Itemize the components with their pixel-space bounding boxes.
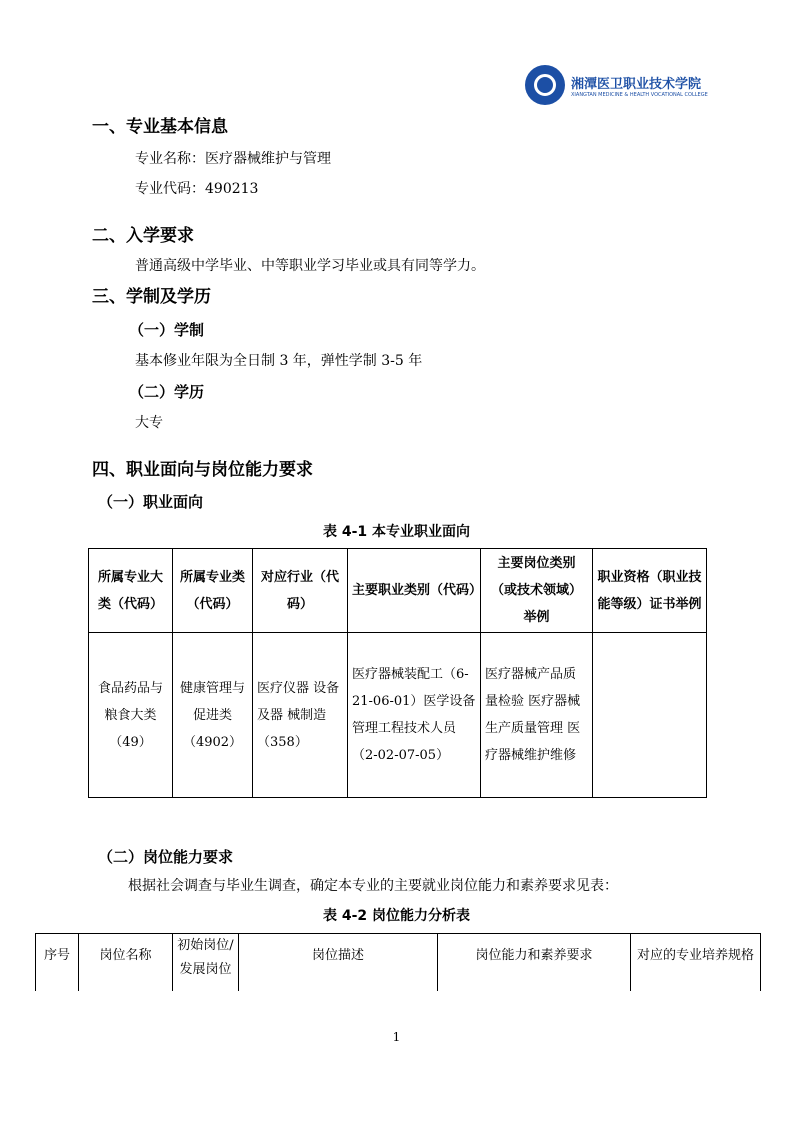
subsection-ability: （二）岗位能力要求 bbox=[98, 848, 234, 866]
ability-text: 根据社会调查与毕业生调查，确定本专业的主要就业岗位能力和素养要求见表： bbox=[128, 878, 618, 894]
header-industry: 对应行业（代码） bbox=[253, 549, 348, 633]
page-number: 1 bbox=[392, 1030, 401, 1044]
cell-certificate bbox=[593, 633, 707, 798]
cell-major-class: 健康管理与促进类（4902） bbox=[173, 633, 253, 798]
section-2-title: 二、入学要求 bbox=[92, 226, 194, 246]
header-major-category: 所属专业大类（代码） bbox=[89, 549, 173, 633]
section-4-title: 四、职业面向与岗位能力要求 bbox=[92, 460, 313, 480]
header-index: 序号 bbox=[36, 934, 79, 991]
ability-table bbox=[35, 933, 761, 991]
header-requirements: 岗位能力和素养要求 bbox=[438, 934, 631, 991]
cell-position: 医疗器械产品质量检验 医疗器械生产质量管理 医疗器械维护维修 bbox=[481, 633, 593, 798]
header-training-spec: 对应的专业培养规格 bbox=[631, 934, 761, 991]
degree-text: 大专 bbox=[135, 415, 163, 431]
major-code: 专业代码：490213 bbox=[135, 181, 259, 197]
subsection-degree: （二）学历 bbox=[129, 383, 205, 401]
career-table bbox=[88, 548, 707, 798]
college-seal-icon bbox=[525, 65, 565, 105]
admission-text: 普通高级中学毕业、中等职业学习毕业或具有同等学力。 bbox=[135, 258, 485, 274]
section-1-title: 一、专业基本信息 bbox=[92, 117, 228, 137]
cell-industry: 医疗仪器 设备及器 械制造 （358） bbox=[253, 633, 348, 798]
header-position-name: 岗位名称 bbox=[79, 934, 173, 991]
subsection-career: （一）职业面向 bbox=[98, 493, 204, 511]
subsection-duration: （一）学制 bbox=[129, 321, 205, 339]
logo-subtitle: XIANGTAN MEDICINE & HEALTH VOCATIONAL COLLEGE bbox=[571, 91, 708, 98]
major-name: 专业名称：医疗器械维护与管理 bbox=[135, 151, 331, 167]
table-1-caption: 表 4-1 本专业职业面向 bbox=[322, 524, 471, 540]
section-3-title: 三、学制及学历 bbox=[92, 287, 211, 307]
table-row bbox=[89, 633, 707, 798]
college-logo bbox=[525, 65, 708, 105]
header-certificate: 职业资格（职业技能等级）证书举例 bbox=[593, 549, 707, 633]
header-initial-position: 初始岗位/发展岗位 bbox=[173, 934, 239, 991]
logo-name: 湘潭医卫职业技术学院 bbox=[571, 76, 702, 92]
header-major-class: 所属专业类（代码） bbox=[173, 549, 253, 633]
header-description: 岗位描述 bbox=[239, 934, 438, 991]
duration-text: 基本修业年限为全日制 3 年，弹性学制 3-5 年 bbox=[135, 353, 423, 369]
header-position: 主要岗位类别（或技术领域）举例 bbox=[481, 549, 593, 633]
table-2-caption: 表 4-2 岗位能力分析表 bbox=[322, 908, 471, 924]
cell-occupation: 医疗器械装配工（6-21-06-01）医学设备管理工程技术人员（2-02-07-05） bbox=[348, 633, 481, 798]
header-occupation: 主要职业类别（代码） bbox=[348, 549, 481, 633]
cell-major-category: 食品药品与粮食大类（49） bbox=[89, 633, 173, 798]
